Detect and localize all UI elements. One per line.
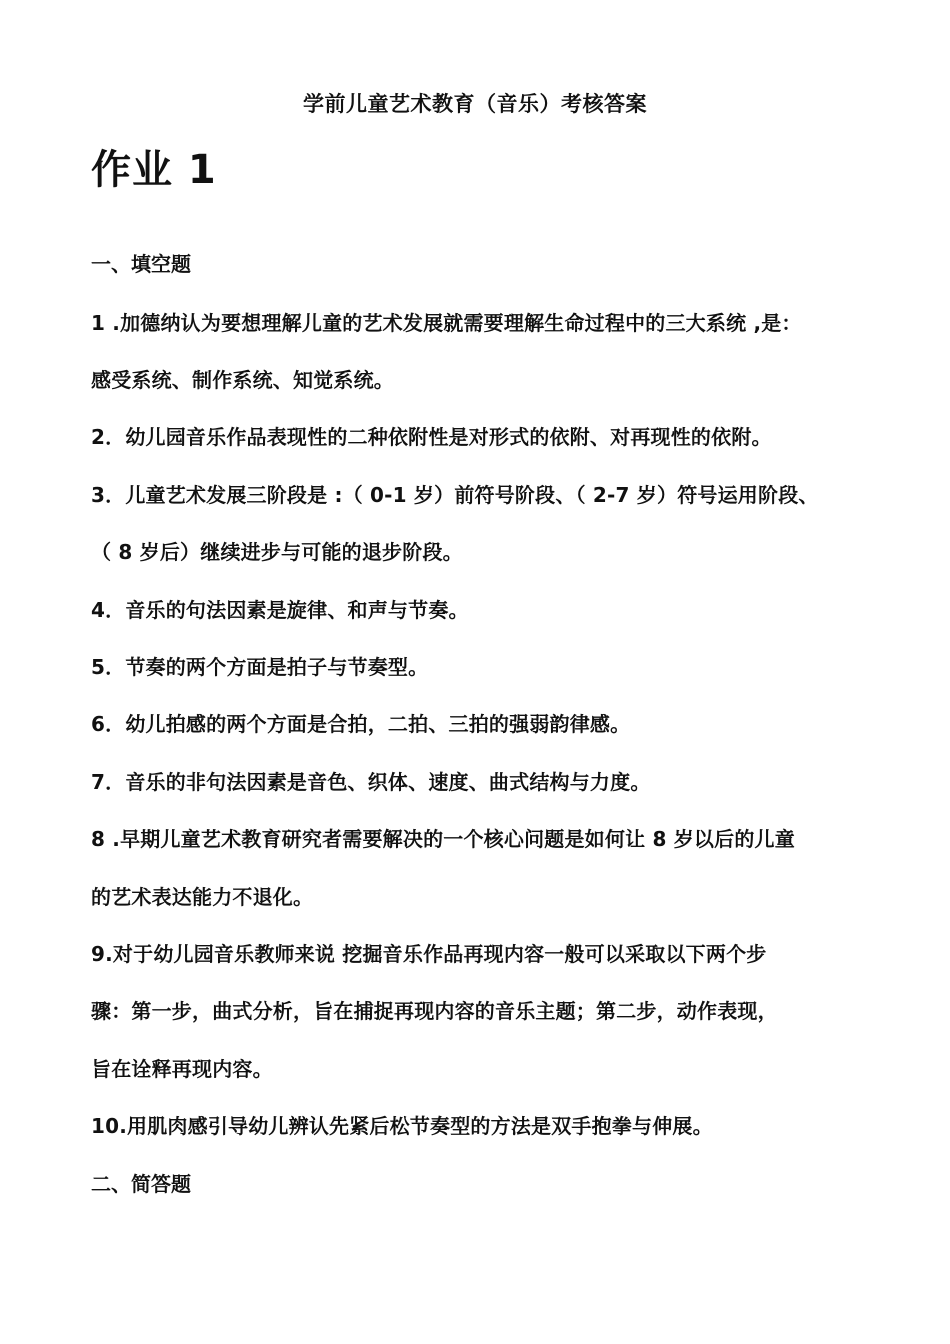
answer-line: 10.用肌肉感引导幼儿辨认先紧后松节奏型的方法是双手抱拳与伸展。 (91, 1114, 713, 1138)
answer-line: 骤：第一步，曲式分析，旨在捕捉再现内容的音乐主题；第二步，动作表现， (91, 999, 778, 1023)
assignment-title: 作业 1 (91, 147, 217, 193)
answer-line: 2．幼儿园音乐作品表现性的二种依附性是对形式的依附、对再现性的依附。 (91, 425, 772, 449)
answer-line: 7．音乐的非句法因素是音色、织体、速度、曲式结构与力度。 (91, 770, 651, 794)
answer-line: 4．音乐的句法因素是旋律、和声与节奏。 (91, 598, 469, 622)
document-title: 学前儿童艺术教育（音乐）考核答案 (303, 92, 647, 116)
answer-line: 8 .早期儿童艺术教育研究者需要解决的一个核心问题是如何让 8 岁以后的儿童 (91, 827, 795, 851)
section-heading-fill-in: 一、填空题 (91, 252, 191, 276)
answer-line: 的艺术表达能力不退化。 (91, 885, 314, 909)
answer-line: 1 .加德纳认为要想理解儿童的艺术发展就需要理解生命过程中的三大系统 ,是： (91, 311, 802, 335)
answer-line: 6．幼儿拍感的两个方面是合拍，二拍、三拍的强弱韵律感。 (91, 712, 631, 736)
answer-line: （ 8 岁后）继续进步与可能的退步阶段。 (91, 540, 463, 564)
answer-line: 感受系统、制作系统、知觉系统。 (91, 368, 394, 392)
answer-line: 5．节奏的两个方面是拍子与节奏型。 (91, 655, 429, 679)
answer-line: 旨在诠释再现内容。 (91, 1057, 273, 1081)
answer-line: 3．儿童艺术发展三阶段是 :（ 0-1 岁）前符号阶段、（ 2-7 岁）符号运用阶段、 (91, 483, 819, 507)
answer-line: 9.对于幼儿园音乐教师来说 挖掘音乐作品再现内容一般可以采取以下两个步 (91, 942, 767, 966)
section-heading-short-answer: 二、简答题 (91, 1172, 191, 1196)
